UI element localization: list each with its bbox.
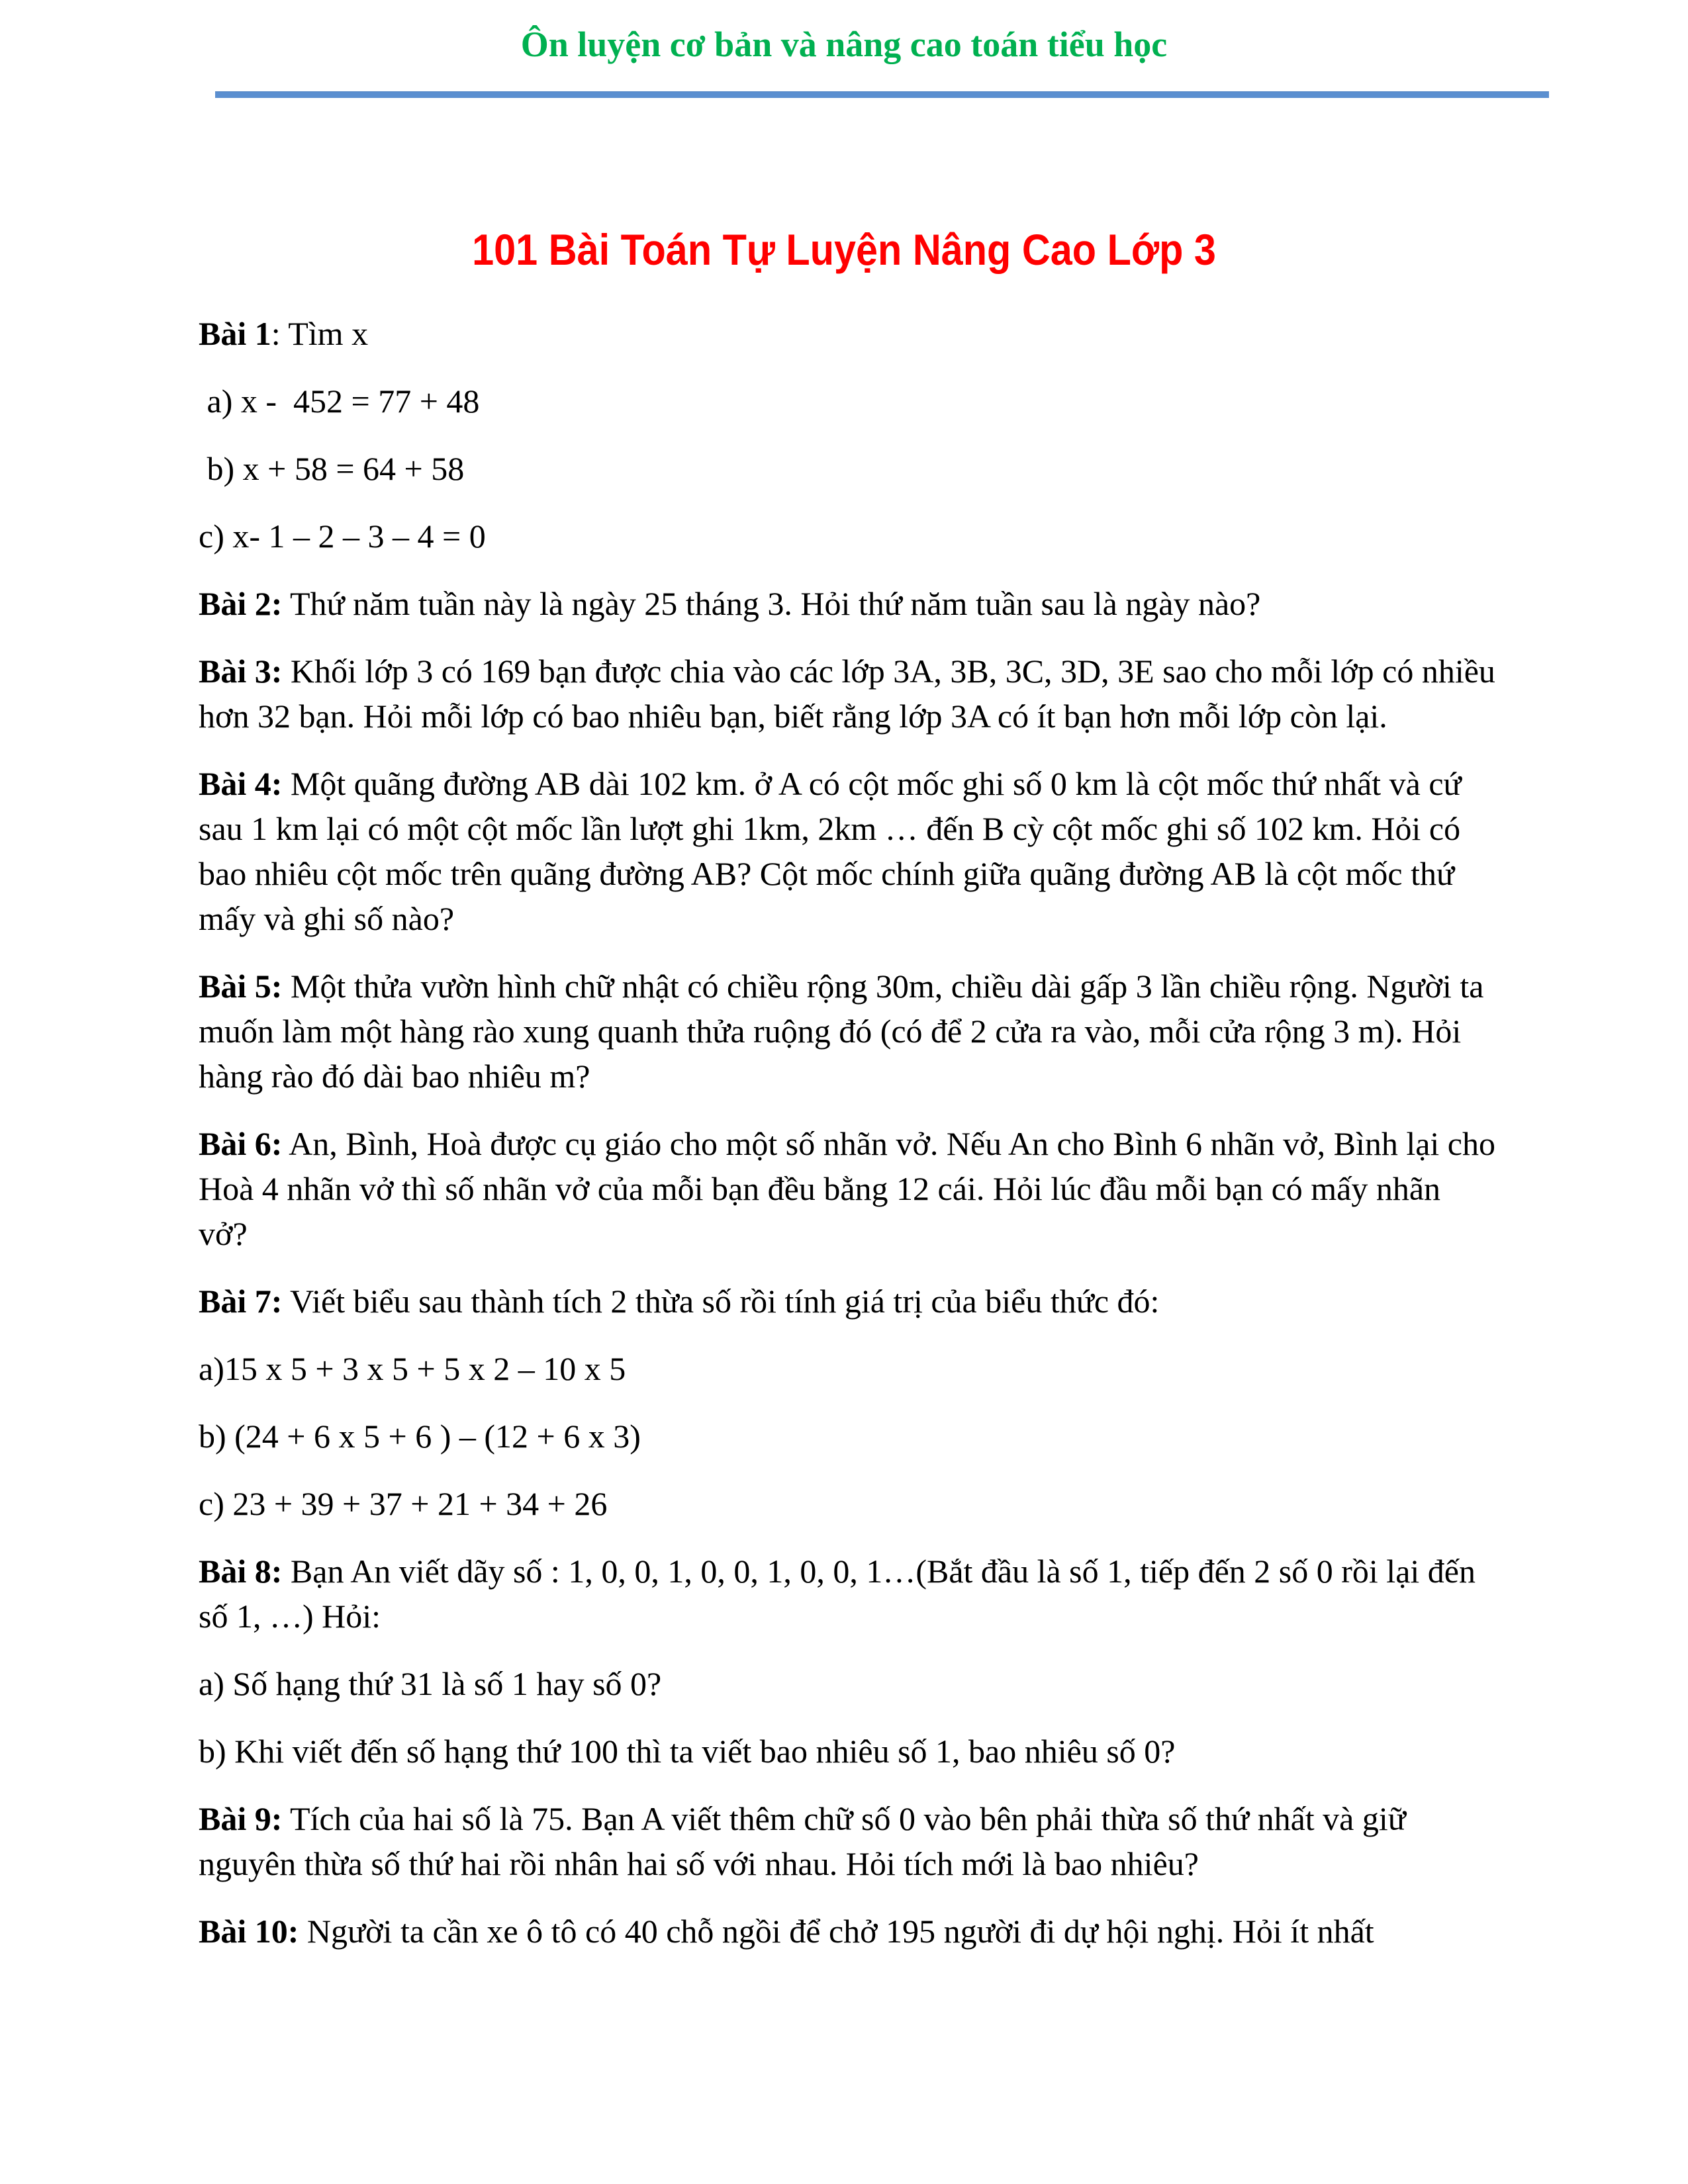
problem-text: Một thửa vườn hình chữ nhật có chiều rộng 30m, chiều dài gấp 3 lần chiều rộng. Người ta muốn làm một hàng rào xung quanh thửa ruộng đó (có để 2 cửa ra vào, mỗi cửa rộng 3 m). Hỏi hàng rào đó dài bao nhiêu m? [199, 968, 1484, 1095]
header-divider [215, 91, 1549, 98]
problem-label: Bài 5: [199, 968, 283, 1005]
problem-list [199, 311, 1496, 1976]
problem-text: Người ta cần xe ô tô có 40 chỗ ngồi để chở 195 người đi dự hội nghị. Hỏi ít nhất [299, 1913, 1374, 1950]
problem-7-part-b: b) (24 + 6 x 5 + 6 ) – (12 + 6 x 3) [199, 1418, 641, 1455]
problem-8 [199, 1549, 1496, 1639]
document-title: 101 Bài Toán Tự Luyện Nâng Cao Lớp 3 [472, 225, 1216, 274]
header-title: Ôn luyện cơ bản và nâng cao toán tiểu học [520, 24, 1168, 64]
problem-text: An, Bình, Hoà được cụ giáo cho một số nhãn vở. Nếu An cho Bình 6 nhãn vở, Bình lại cho Hoà 4 nhãn vở thì số nhãn vở của mỗi bạn đều bằng 12 cái. Hỏi lúc đầu mỗi bạn có mấy nhãn vở? [199, 1125, 1495, 1252]
problem-label: Bài 6: [199, 1125, 283, 1162]
problem-10 [199, 1909, 1496, 1954]
problem-text: Một quãng đường AB dài 102 km. ở A có cột mốc ghi số 0 km là cột mốc thứ nhất và cứ sau 1 km lại có một cột mốc lần lượt ghi 1km, 2km … đến B cỳ cột mốc ghi số 102 km. Hỏi có bao nhiêu cột mốc trên quãng đường AB? Cột mốc chính giữa quãng đường AB là cột mốc thứ mấy và ghi số nào? [199, 765, 1462, 937]
problem-1-part-c: c) x- 1 – 2 – 3 – 4 = 0 [199, 518, 486, 555]
problem-text: : Tìm x [271, 315, 369, 352]
problem-label: Bài 2: [199, 585, 283, 622]
problem-6 [199, 1121, 1496, 1256]
problem-3 [199, 649, 1496, 739]
problem-1-part-a: a) x - 452 = 77 + 48 [199, 383, 480, 420]
problem-7-part-c: c) 23 + 39 + 37 + 21 + 34 + 26 [199, 1485, 608, 1522]
problem-5 [199, 964, 1496, 1099]
problem-label: Bài 7: [199, 1283, 283, 1320]
problem-2 [199, 581, 1496, 626]
problem-8-part-a: a) Số hạng thứ 31 là số 1 hay số 0? [199, 1665, 662, 1702]
problem-1-part-b: b) x + 58 = 64 + 58 [199, 450, 465, 487]
problem-label: Bài 9: [199, 1800, 283, 1837]
problem-label: Bài 4: [199, 765, 283, 802]
problem-text: Viết biểu sau thành tích 2 thừa số rồi tính giá trị của biểu thức đó: [282, 1283, 1160, 1320]
problem-text: Bạn An viết dãy số : 1, 0, 0, 1, 0, 0, 1, 0, 0, 1…(Bắt đầu là số 1, tiếp đến 2 số 0 rồi lại đến số 1, …) Hỏi: [199, 1553, 1476, 1635]
problem-4 [199, 761, 1496, 941]
problem-8-part-b: b) Khi viết đến số hạng thứ 100 thì ta viết bao nhiêu số 1, bao nhiêu số 0? [199, 1733, 1176, 1770]
problem-label: Bài 1 [199, 315, 271, 352]
problem-text: Khối lớp 3 có 169 bạn được chia vào các lớp 3A, 3B, 3C, 3D, 3E sao cho mỗi lớp có nhiều hơn 32 bạn. Hỏi mỗi lớp có bao nhiêu bạn, biết rằng lớp 3A có ít bạn hơn mỗi lớp còn lại. [199, 653, 1495, 735]
problem-label: Bài 10: [199, 1913, 299, 1950]
problem-label: Bài 8: [199, 1553, 283, 1590]
problem-7 [199, 1279, 1496, 1324]
problem-text: Thứ năm tuần này là ngày 25 tháng 3. Hỏi thứ năm tuần sau là ngày nào? [282, 585, 1261, 622]
problem-1 [199, 311, 1496, 356]
problem-7-part-a: a)15 x 5 + 3 x 5 + 5 x 2 – 10 x 5 [199, 1350, 626, 1387]
problem-9 [199, 1796, 1496, 1886]
problem-text: Tích của hai số là 75. Bạn A viết thêm chữ số 0 vào bên phải thừa số thứ nhất và giữ nguyên thừa số thứ hai rồi nhân hai số với nhau. Hỏi tích mới là bao nhiêu? [199, 1800, 1406, 1882]
problem-label: Bài 3: [199, 653, 283, 690]
